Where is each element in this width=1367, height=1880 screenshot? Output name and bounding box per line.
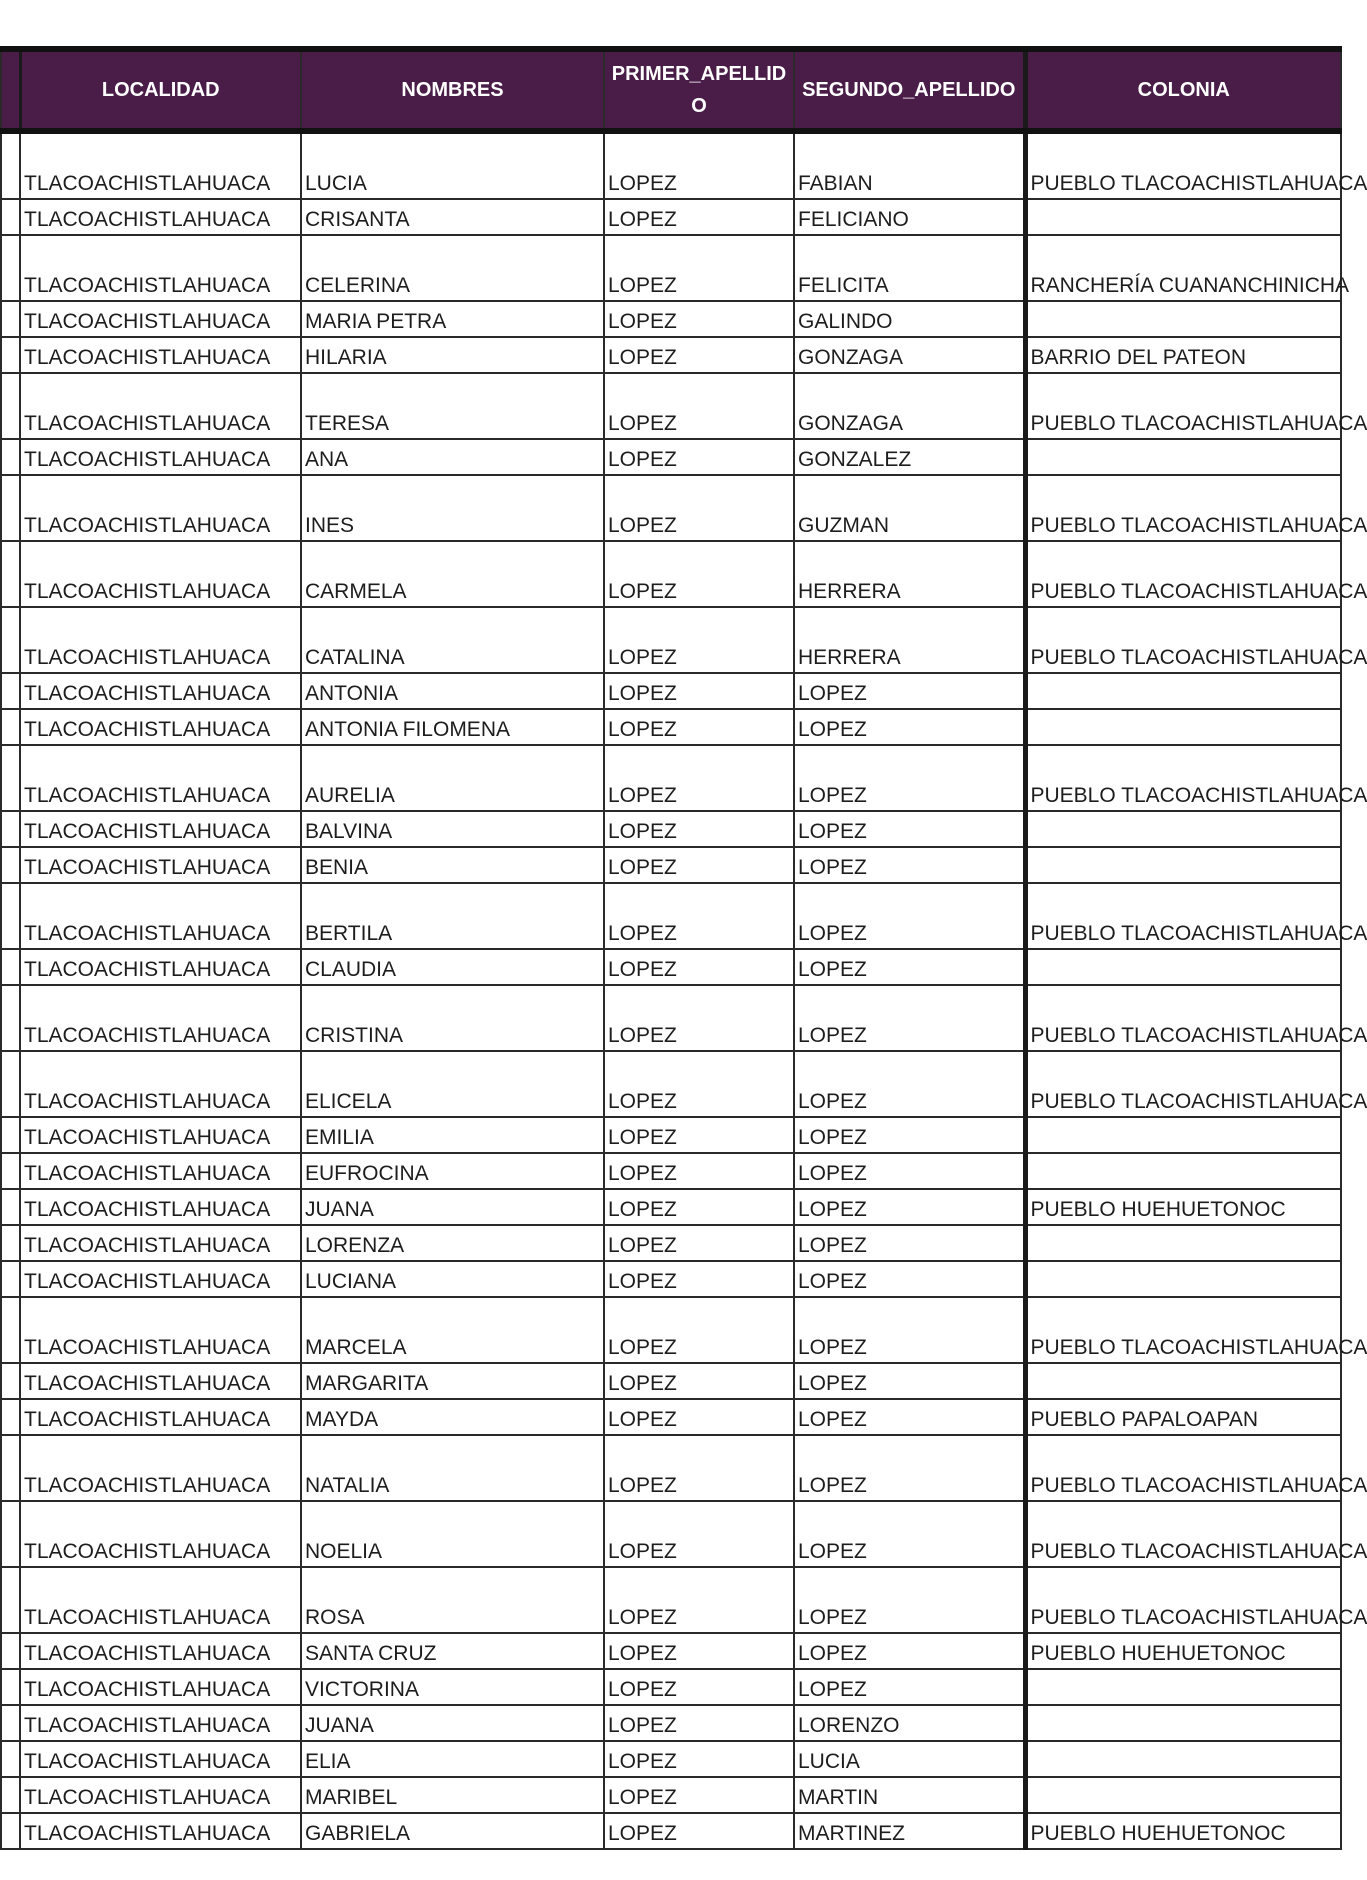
cell-primer-apellido: LOPEZ [604,199,794,235]
cell-primer-apellido: LOPEZ [604,1261,794,1297]
cell-colonia: PUEBLO TLACOACHISTLAHUACA [1025,883,1341,949]
cell-nombres: LORENZA [301,1225,604,1261]
cell-nombres: CRISANTA [301,199,604,235]
cell-nombres: BENIA [301,847,604,883]
table-row[interactable] [1,985,1341,1051]
table-row[interactable] [1,131,1341,199]
cell-colonia: BARRIO DEL PATEON [1025,337,1341,373]
cell-colonia: RANCHERÍA CUANANCHINICHA [1025,235,1341,301]
table-row[interactable] [1,337,1341,373]
cell-primer-apellido: LOPEZ [604,1813,794,1849]
cell-colonia: PUEBLO TLACOACHISTLAHUACA [1025,1501,1341,1567]
cell-nombres: CARMELA [301,541,604,607]
cell-segundo-apellido: LOPEZ [794,811,1025,847]
cell-nombres: ELICELA [301,1051,604,1117]
row-lead-cell [1,1297,20,1363]
cell-localidad: TLACOACHISTLAHUACA [20,1261,301,1297]
cell-colonia: PUEBLO TLACOACHISTLAHUACA [1025,131,1341,199]
cell-segundo-apellido: LOPEZ [794,949,1025,985]
cell-primer-apellido: LOPEZ [604,1435,794,1501]
cell-primer-apellido: LOPEZ [604,709,794,745]
cell-nombres: ANA [301,439,604,475]
cell-primer-apellido: LOPEZ [604,1669,794,1705]
row-lead-cell [1,745,20,811]
table-row[interactable] [1,1813,1341,1849]
row-lead-cell [1,475,20,541]
cell-colonia: PUEBLO TLACOACHISTLAHUACA [1025,1567,1341,1633]
cell-primer-apellido: LOPEZ [604,985,794,1051]
cell-localidad: TLACOACHISTLAHUACA [20,1297,301,1363]
table-row[interactable] [1,1705,1341,1741]
cell-nombres: MARGARITA [301,1363,604,1399]
cell-localidad: TLACOACHISTLAHUACA [20,745,301,811]
table-row[interactable] [1,1117,1341,1153]
cell-primer-apellido: LOPEZ [604,541,794,607]
cell-segundo-apellido: LOPEZ [794,1567,1025,1633]
table-row[interactable] [1,1501,1341,1567]
table-row[interactable] [1,1777,1341,1813]
cell-colonia [1025,709,1341,745]
cell-colonia: PUEBLO TLACOACHISTLAHUACA [1025,985,1341,1051]
row-lead-cell [1,1501,20,1567]
cell-segundo-apellido: LOPEZ [794,1261,1025,1297]
cell-segundo-apellido: LOPEZ [794,709,1025,745]
cell-colonia: PUEBLO TLACOACHISTLAHUACA [1025,1051,1341,1117]
cell-primer-apellido: LOPEZ [604,1153,794,1189]
cell-primer-apellido: LOPEZ [604,1117,794,1153]
cell-localidad: TLACOACHISTLAHUACA [20,301,301,337]
table-row[interactable] [1,607,1341,673]
cell-primer-apellido: LOPEZ [604,1705,794,1741]
cell-segundo-apellido: MARTIN [794,1777,1025,1813]
cell-colonia: PUEBLO PAPALOAPAN [1025,1399,1341,1435]
row-lead-cell [1,985,20,1051]
cell-segundo-apellido: FELICITA [794,235,1025,301]
cell-localidad: TLACOACHISTLAHUACA [20,1669,301,1705]
cell-nombres: MARIBEL [301,1777,604,1813]
cell-segundo-apellido: LOPEZ [794,1225,1025,1261]
cell-primer-apellido: LOPEZ [604,949,794,985]
cell-segundo-apellido: LOPEZ [794,1435,1025,1501]
cell-colonia [1025,811,1341,847]
cell-primer-apellido: LOPEZ [604,1741,794,1777]
table-row[interactable] [1,1153,1341,1189]
cell-colonia [1025,301,1341,337]
table-row[interactable] [1,745,1341,811]
cell-colonia [1025,1225,1341,1261]
header-primer-apellido[interactable]: PRIMER_APELLIDO [604,49,794,131]
cell-localidad: TLACOACHISTLAHUACA [20,131,301,199]
cell-localidad: TLACOACHISTLAHUACA [20,985,301,1051]
cell-colonia: PUEBLO TLACOACHISTLAHUACA [1025,475,1341,541]
cell-localidad: TLACOACHISTLAHUACA [20,673,301,709]
cell-localidad: TLACOACHISTLAHUACA [20,373,301,439]
cell-colonia [1025,439,1341,475]
row-lead-cell [1,811,20,847]
cell-colonia [1025,673,1341,709]
row-lead-cell [1,1813,20,1849]
cell-nombres: GABRIELA [301,1813,604,1849]
cell-colonia [1025,199,1341,235]
cell-segundo-apellido: LOPEZ [794,883,1025,949]
cell-primer-apellido: LOPEZ [604,439,794,475]
table-row[interactable] [1,439,1341,475]
table-body [1,131,1367,1849]
cell-segundo-apellido: LOPEZ [794,1051,1025,1117]
cell-segundo-apellido: LOPEZ [794,1669,1025,1705]
cell-segundo-apellido: GALINDO [794,301,1025,337]
cell-nombres: LUCIA [301,131,604,199]
row-lead-cell [1,607,20,673]
table-row[interactable] [1,811,1341,847]
table-row[interactable] [1,373,1341,439]
cell-segundo-apellido: LOPEZ [794,1501,1025,1567]
row-lead-cell [1,1363,20,1399]
header-row [1,49,1341,131]
header-segundo-apellido[interactable]: SEGUNDO_APELLIDO [794,49,1025,131]
cell-colonia [1025,1777,1341,1813]
header-lead-cell [1,49,20,131]
cell-localidad: TLACOACHISTLAHUACA [20,1567,301,1633]
row-lead-cell [1,439,20,475]
table-row[interactable] [1,1399,1341,1435]
cell-localidad: TLACOACHISTLAHUACA [20,1777,301,1813]
cell-colonia: PUEBLO TLACOACHISTLAHUACA [1025,1297,1341,1363]
cell-primer-apellido: LOPEZ [604,1189,794,1225]
table-row[interactable] [1,1225,1341,1261]
cell-localidad: TLACOACHISTLAHUACA [20,811,301,847]
cell-nombres: BALVINA [301,811,604,847]
row-lead-cell [1,673,20,709]
row-lead-cell [1,883,20,949]
cell-colonia: PUEBLO TLACOACHISTLAHUACA [1025,541,1341,607]
table-row[interactable] [1,1669,1341,1705]
row-lead-cell [1,1567,20,1633]
cell-segundo-apellido: LOPEZ [794,1117,1025,1153]
cell-nombres: AURELIA [301,745,604,811]
cell-localidad: TLACOACHISTLAHUACA [20,847,301,883]
cell-primer-apellido: LOPEZ [604,301,794,337]
row-lead-cell [1,1117,20,1153]
cell-nombres: NOELIA [301,1501,604,1567]
table-row[interactable] [1,541,1341,607]
row-lead-cell [1,1669,20,1705]
row-lead-cell [1,1261,20,1297]
row-lead-cell [1,1051,20,1117]
cell-colonia: PUEBLO TLACOACHISTLAHUACA [1025,745,1341,811]
cell-segundo-apellido: LORENZO [794,1705,1025,1741]
cell-primer-apellido: LOPEZ [604,607,794,673]
cell-localidad: TLACOACHISTLAHUACA [20,199,301,235]
row-lead-cell [1,1435,20,1501]
cell-localidad: TLACOACHISTLAHUACA [20,1189,301,1225]
cell-colonia: PUEBLO HUEHUETONOC [1025,1633,1341,1669]
cell-localidad: TLACOACHISTLAHUACA [20,1501,301,1567]
cell-primer-apellido: LOPEZ [604,811,794,847]
cell-primer-apellido: LOPEZ [604,1363,794,1399]
header-colonia[interactable]: COLONIA [1025,49,1341,131]
cell-localidad: TLACOACHISTLAHUACA [20,1153,301,1189]
cell-localidad: TLACOACHISTLAHUACA [20,949,301,985]
cell-segundo-apellido: FELICIANO [794,199,1025,235]
row-lead-cell [1,1153,20,1189]
table-row[interactable] [1,709,1341,745]
table-row[interactable] [1,199,1341,235]
cell-colonia [1025,949,1341,985]
table-row[interactable] [1,1363,1341,1399]
cell-segundo-apellido: LUCIA [794,1741,1025,1777]
cell-segundo-apellido: LOPEZ [794,745,1025,811]
cell-segundo-apellido: FABIAN [794,131,1025,199]
table-row[interactable] [1,1633,1341,1669]
cell-colonia: PUEBLO TLACOACHISTLAHUACA [1025,373,1341,439]
table-row[interactable] [1,475,1341,541]
cell-primer-apellido: LOPEZ [604,745,794,811]
cell-nombres: ANTONIA FILOMENA [301,709,604,745]
cell-primer-apellido: LOPEZ [604,883,794,949]
cell-segundo-apellido: LOPEZ [794,673,1025,709]
cell-nombres: INES [301,475,604,541]
cell-primer-apellido: LOPEZ [604,1501,794,1567]
cell-nombres: CATALINA [301,607,604,673]
cell-segundo-apellido: HERRERA [794,541,1025,607]
beneficiaries-table [0,46,1367,1850]
cell-segundo-apellido: LOPEZ [794,1297,1025,1363]
cell-localidad: TLACOACHISTLAHUACA [20,235,301,301]
table-row[interactable] [1,847,1341,883]
cell-nombres: CLAUDIA [301,949,604,985]
row-lead-cell [1,847,20,883]
cell-segundo-apellido: LOPEZ [794,1363,1025,1399]
row-lead-cell [1,337,20,373]
table-row[interactable] [1,1567,1341,1633]
cell-segundo-apellido: LOPEZ [794,1189,1025,1225]
cell-nombres: JUANA [301,1705,604,1741]
cell-nombres: LUCIANA [301,1261,604,1297]
row-lead-cell [1,541,20,607]
cell-nombres: ROSA [301,1567,604,1633]
row-lead-cell [1,1633,20,1669]
cell-primer-apellido: LOPEZ [604,1051,794,1117]
row-lead-cell [1,1777,20,1813]
cell-primer-apellido: LOPEZ [604,1399,794,1435]
row-lead-cell [1,1189,20,1225]
row-lead-cell [1,373,20,439]
cell-nombres: JUANA [301,1189,604,1225]
cell-localidad: TLACOACHISTLAHUACA [20,1363,301,1399]
cell-localidad: TLACOACHISTLAHUACA [20,1435,301,1501]
cell-primer-apellido: LOPEZ [604,1633,794,1669]
cell-segundo-apellido: LOPEZ [794,1153,1025,1189]
row-lead-cell [1,199,20,235]
cell-segundo-apellido: GUZMAN [794,475,1025,541]
cell-colonia: PUEBLO TLACOACHISTLAHUACA [1025,1435,1341,1501]
row-lead-cell [1,131,20,199]
cell-localidad: TLACOACHISTLAHUACA [20,1813,301,1849]
table-row[interactable] [1,1189,1341,1225]
cell-localidad: TLACOACHISTLAHUACA [20,709,301,745]
cell-localidad: TLACOACHISTLAHUACA [20,1225,301,1261]
cell-colonia [1025,1117,1341,1153]
cell-segundo-apellido: LOPEZ [794,847,1025,883]
table-row[interactable] [1,1297,1341,1363]
cell-localidad: TLACOACHISTLAHUACA [20,1705,301,1741]
cell-nombres: TERESA [301,373,604,439]
cell-nombres: ELIA [301,1741,604,1777]
cell-localidad: TLACOACHISTLAHUACA [20,607,301,673]
cell-segundo-apellido: HERRERA [794,607,1025,673]
row-lead-cell [1,1741,20,1777]
cell-primer-apellido: LOPEZ [604,1225,794,1261]
table-row[interactable] [1,673,1341,709]
cell-colonia [1025,1669,1341,1705]
cell-primer-apellido: LOPEZ [604,337,794,373]
cell-nombres: MARCELA [301,1297,604,1363]
cell-segundo-apellido: MARTINEZ [794,1813,1025,1849]
header-localidad[interactable]: LOCALIDAD [20,49,301,131]
cell-colonia [1025,1741,1341,1777]
table-row[interactable] [1,1051,1341,1117]
cell-primer-apellido: LOPEZ [604,475,794,541]
row-lead-cell [1,235,20,301]
cell-nombres: CRISTINA [301,985,604,1051]
cell-localidad: TLACOACHISTLAHUACA [20,1117,301,1153]
header-nombres[interactable]: NOMBRES [301,49,604,131]
cell-colonia [1025,1153,1341,1189]
cell-primer-apellido: LOPEZ [604,847,794,883]
cell-segundo-apellido: GONZAGA [794,373,1025,439]
cell-segundo-apellido: GONZAGA [794,337,1025,373]
cell-primer-apellido: LOPEZ [604,131,794,199]
cell-localidad: TLACOACHISTLAHUACA [20,1399,301,1435]
row-lead-cell [1,1225,20,1261]
row-lead-cell [1,949,20,985]
cell-nombres: VICTORINA [301,1669,604,1705]
cell-segundo-apellido: LOPEZ [794,1633,1025,1669]
cell-segundo-apellido: LOPEZ [794,985,1025,1051]
cell-primer-apellido: LOPEZ [604,1777,794,1813]
cell-nombres: NATALIA [301,1435,604,1501]
table-row[interactable] [1,301,1341,337]
table-row[interactable] [1,1435,1341,1501]
cell-primer-apellido: LOPEZ [604,673,794,709]
row-lead-cell [1,301,20,337]
cell-localidad: TLACOACHISTLAHUACA [20,1051,301,1117]
cell-localidad: TLACOACHISTLAHUACA [20,1741,301,1777]
cell-nombres: MAYDA [301,1399,604,1435]
cell-segundo-apellido: LOPEZ [794,1399,1025,1435]
row-lead-cell [1,1705,20,1741]
cell-nombres: HILARIA [301,337,604,373]
cell-segundo-apellido: GONZALEZ [794,439,1025,475]
table-row[interactable] [1,1741,1341,1777]
cell-localidad: TLACOACHISTLAHUACA [20,439,301,475]
cell-nombres: BERTILA [301,883,604,949]
cell-nombres: EUFROCINA [301,1153,604,1189]
cell-localidad: TLACOACHISTLAHUACA [20,1633,301,1669]
cell-colonia [1025,1261,1341,1297]
cell-localidad: TLACOACHISTLAHUACA [20,541,301,607]
cell-nombres: ANTONIA [301,673,604,709]
cell-primer-apellido: LOPEZ [604,235,794,301]
cell-colonia [1025,1705,1341,1741]
table-row[interactable] [1,949,1341,985]
cell-nombres: SANTA CRUZ [301,1633,604,1669]
cell-nombres: EMILIA [301,1117,604,1153]
cell-localidad: TLACOACHISTLAHUACA [20,337,301,373]
cell-colonia: PUEBLO HUEHUETONOC [1025,1813,1341,1849]
cell-colonia [1025,847,1341,883]
row-lead-cell [1,709,20,745]
table-row[interactable] [1,883,1341,949]
cell-colonia [1025,1363,1341,1399]
cell-localidad: TLACOACHISTLAHUACA [20,883,301,949]
table-row[interactable] [1,1261,1341,1297]
cell-primer-apellido: LOPEZ [604,1297,794,1363]
cell-primer-apellido: LOPEZ [604,373,794,439]
cell-colonia: PUEBLO HUEHUETONOC [1025,1189,1341,1225]
row-lead-cell [1,1399,20,1435]
cell-primer-apellido: LOPEZ [604,1567,794,1633]
table-row[interactable] [1,235,1341,301]
cell-nombres: CELERINA [301,235,604,301]
cell-nombres: MARIA PETRA [301,301,604,337]
cell-localidad: TLACOACHISTLAHUACA [20,475,301,541]
cell-colonia: PUEBLO TLACOACHISTLAHUACA [1025,607,1341,673]
